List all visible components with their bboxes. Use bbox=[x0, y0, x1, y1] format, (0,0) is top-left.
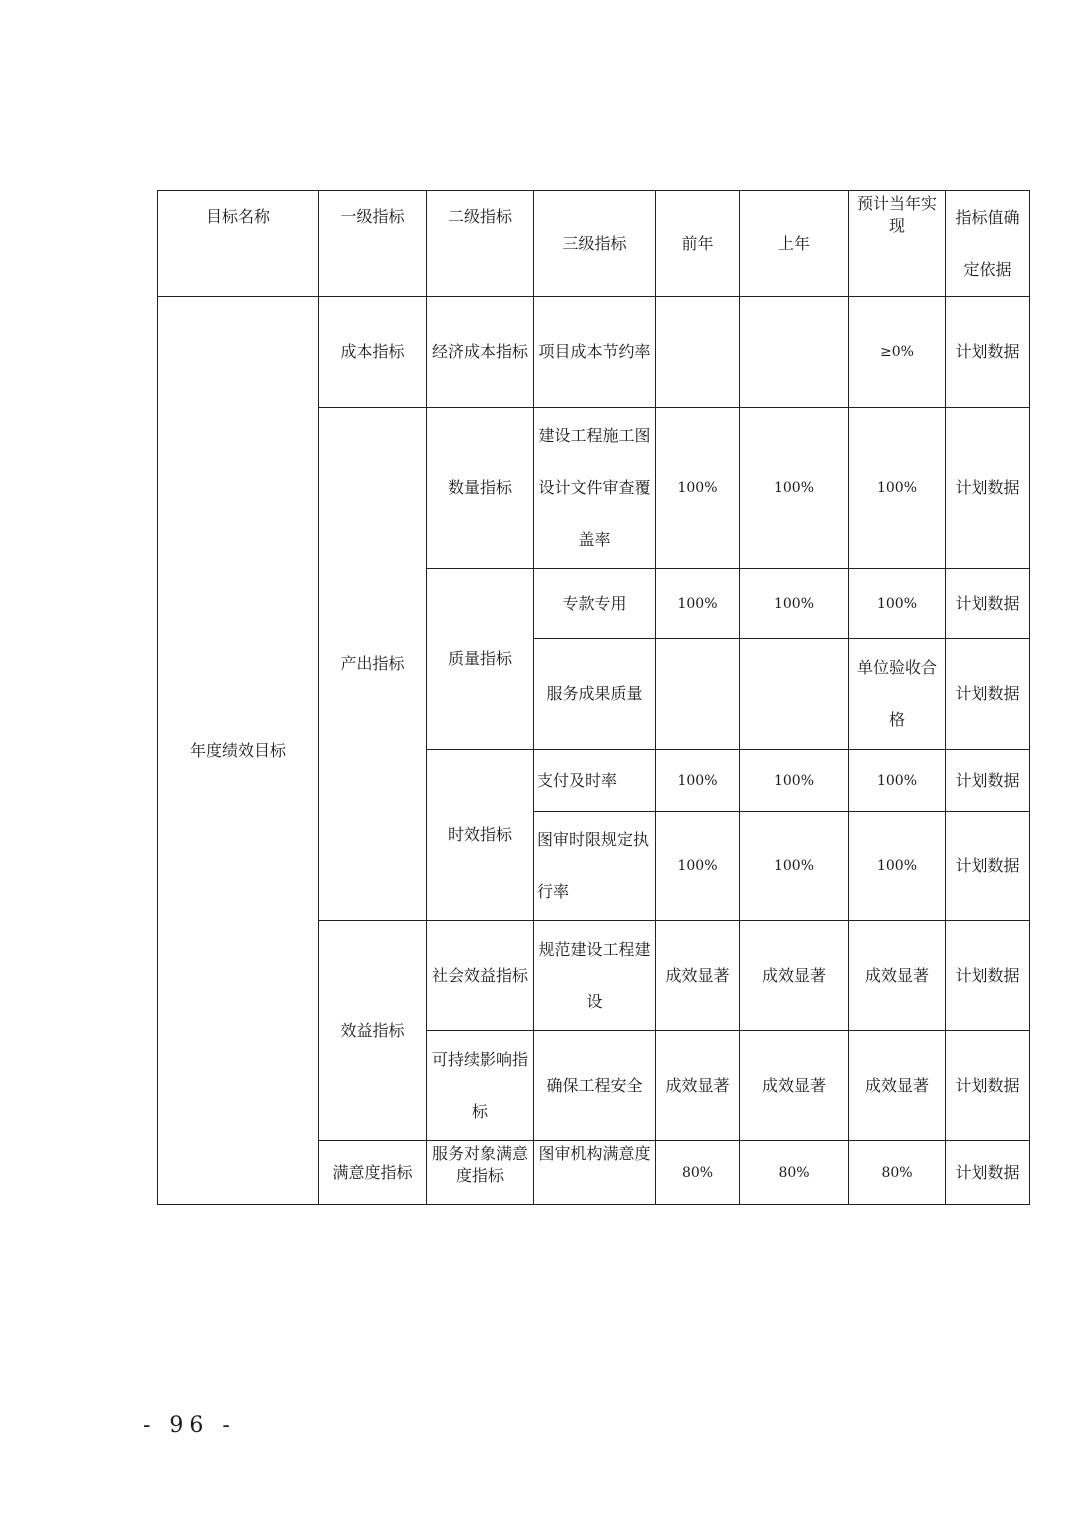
prev-year-cell: 100% bbox=[656, 408, 740, 569]
indicator-cell: 确保工程安全 bbox=[534, 1031, 656, 1141]
expected-cell: 100% bbox=[849, 569, 946, 639]
level2-quantity: 数量指标 bbox=[427, 408, 534, 569]
indicator-cell: 规范建设工程建设 bbox=[534, 921, 656, 1031]
prev-year-cell bbox=[656, 297, 740, 408]
prev-year-cell: 80% bbox=[656, 1141, 740, 1205]
expected-cell: 80% bbox=[849, 1141, 946, 1205]
expected-cell: 成效显著 bbox=[849, 921, 946, 1031]
header-level1: 一级指标 bbox=[319, 191, 427, 297]
last-year-cell: 成效显著 bbox=[740, 1031, 849, 1141]
header-expected: 预计当年实现 bbox=[849, 191, 946, 297]
indicator-cell: 图审机构满意度 bbox=[534, 1141, 656, 1205]
prev-year-cell: 100% bbox=[656, 812, 740, 921]
header-prev-year: 前年 bbox=[656, 191, 740, 297]
last-year-cell: 80% bbox=[740, 1141, 849, 1205]
last-year-cell: 100% bbox=[740, 408, 849, 569]
basis-cell: 计划数据 bbox=[946, 297, 1030, 408]
indicator-cell: 支付及时率 bbox=[534, 750, 656, 812]
last-year-cell: 100% bbox=[740, 812, 849, 921]
prev-year-cell: 成效显著 bbox=[656, 1031, 740, 1141]
prev-year-cell bbox=[656, 639, 740, 750]
basis-cell: 计划数据 bbox=[946, 812, 1030, 921]
expected-cell: 100% bbox=[849, 812, 946, 921]
indicator-cell: 服务成果质量 bbox=[534, 639, 656, 750]
expected-cell: ≥0% bbox=[849, 297, 946, 408]
level2-economic-cost: 经济成本指标 bbox=[427, 297, 534, 408]
header-level2: 二级指标 bbox=[427, 191, 534, 297]
level1-benefit: 效益指标 bbox=[319, 921, 427, 1141]
basis-cell: 计划数据 bbox=[946, 1031, 1030, 1141]
indicator-cell: 建设工程施工图设计文件审查覆盖率 bbox=[534, 408, 656, 569]
header-target-name: 目标名称 bbox=[158, 191, 319, 297]
last-year-cell: 100% bbox=[740, 569, 849, 639]
expected-cell: 100% bbox=[849, 408, 946, 569]
expected-cell: 成效显著 bbox=[849, 1031, 946, 1141]
level2-timeliness: 时效指标 bbox=[427, 750, 534, 921]
expected-cell: 100% bbox=[849, 750, 946, 812]
expected-cell: 单位验收合格 bbox=[849, 639, 946, 750]
prev-year-cell: 100% bbox=[656, 569, 740, 639]
basis-cell: 计划数据 bbox=[946, 569, 1030, 639]
level2-service-satisfaction: 服务对象满意度指标 bbox=[427, 1141, 534, 1205]
basis-cell: 计划数据 bbox=[946, 750, 1030, 812]
header-basis: 指标值确定依据 bbox=[946, 191, 1030, 297]
last-year-cell bbox=[740, 297, 849, 408]
header-row bbox=[158, 191, 1030, 297]
last-year-cell: 100% bbox=[740, 750, 849, 812]
level1-cost: 成本指标 bbox=[319, 297, 427, 408]
basis-cell: 计划数据 bbox=[946, 1141, 1030, 1205]
indicator-cell: 项目成本节约率 bbox=[534, 297, 656, 408]
table-row bbox=[158, 297, 1030, 408]
header-level3: 三级指标 bbox=[534, 191, 656, 297]
indicator-cell: 专款专用 bbox=[534, 569, 656, 639]
prev-year-cell: 100% bbox=[656, 750, 740, 812]
prev-year-cell: 成效显著 bbox=[656, 921, 740, 1031]
indicator-cell: 图审时限规定执行率 bbox=[534, 812, 656, 921]
target-name-cell: 年度绩效目标 bbox=[158, 297, 319, 1205]
performance-table bbox=[157, 190, 1030, 1205]
last-year-cell bbox=[740, 639, 849, 750]
level2-quality: 质量指标 bbox=[427, 569, 534, 750]
level1-output: 产出指标 bbox=[319, 408, 427, 921]
page-number: - 96 - bbox=[143, 1413, 236, 1438]
level1-satisfaction: 满意度指标 bbox=[319, 1141, 427, 1205]
basis-cell: 计划数据 bbox=[946, 639, 1030, 750]
header-last-year: 上年 bbox=[740, 191, 849, 297]
basis-cell: 计划数据 bbox=[946, 408, 1030, 569]
level2-sustainable: 可持续影响指标 bbox=[427, 1031, 534, 1141]
level2-social: 社会效益指标 bbox=[427, 921, 534, 1031]
basis-cell: 计划数据 bbox=[946, 921, 1030, 1031]
last-year-cell: 成效显著 bbox=[740, 921, 849, 1031]
